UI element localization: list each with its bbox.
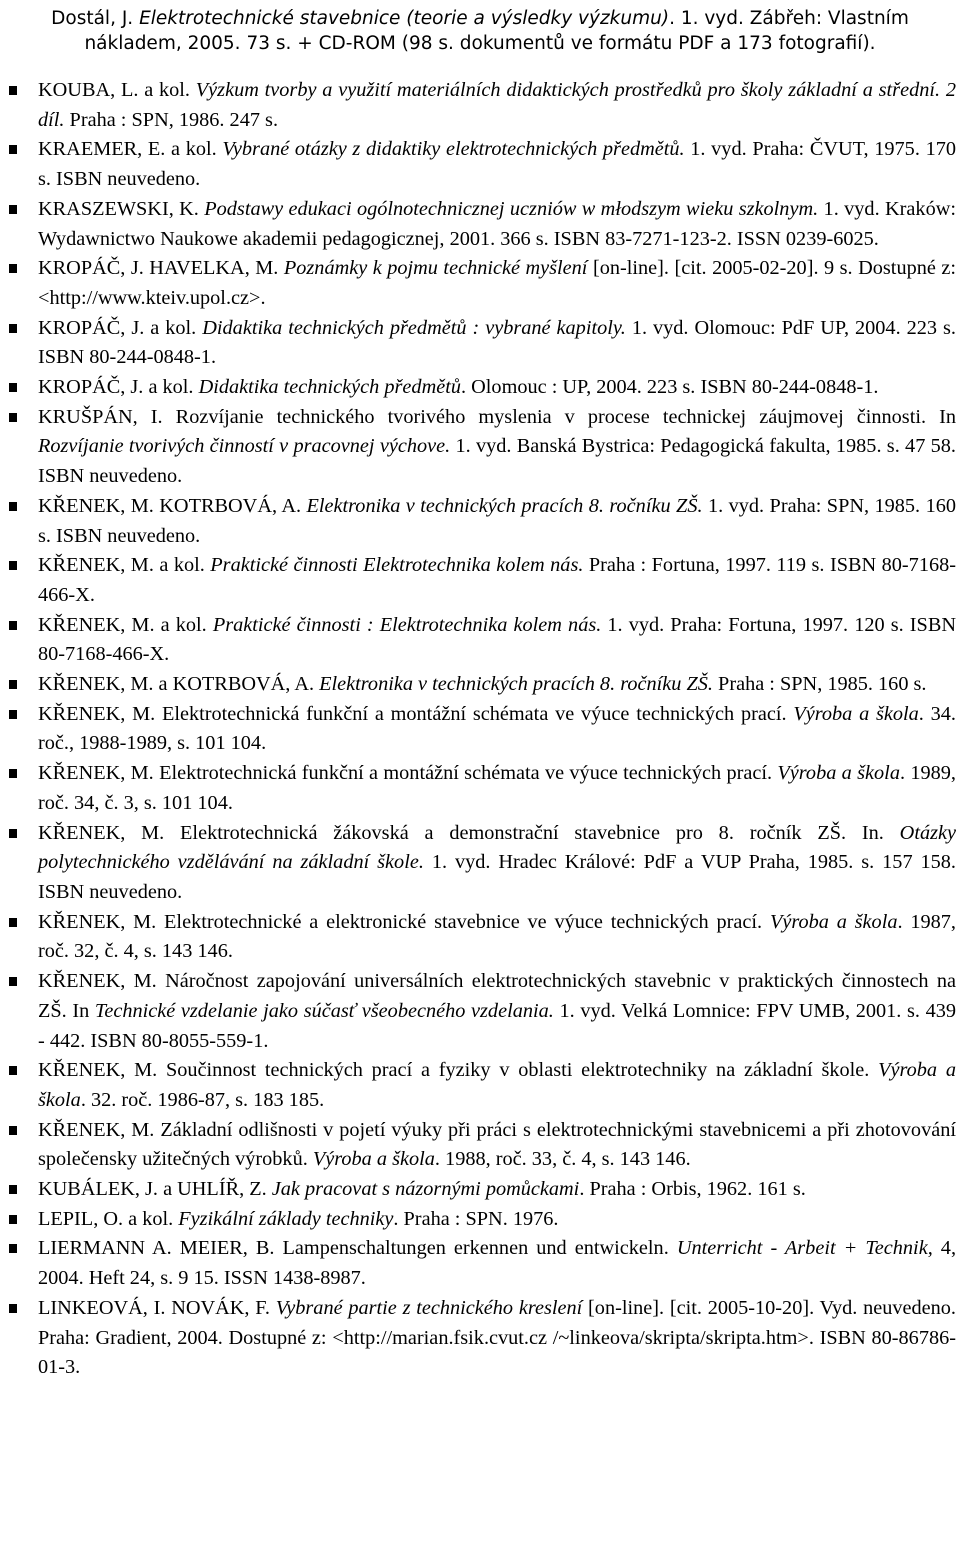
reference-text: [on-line]. [cit. 2005-10-20]. Vyd. neuvedeno. Praha: Gradient, 2004. Dostupné z: <http://marian.fsik.cvut.cz /~linkeova/skripta/skripta.htm>. ISBN 80-86786-01-3. (38, 1296, 956, 1379)
reference-item (38, 967, 956, 1056)
reference-text: . 1988, roč. 33, č. 4, s. 143 146. (434, 1148, 691, 1171)
square-bullet-icon (9, 1066, 17, 1075)
reference-text: KŘENEK, M. a kol. (38, 613, 213, 636)
header-details: . 1. vyd. Zábřeh: Vlastním nákladem, 2005. 73 s. + CD-ROM (98 s. dokumentů ve formátu PDF a 173 fotografií). (84, 8, 909, 54)
page-header (4, 0, 956, 56)
header-title: Elektrotechnické stavebnice (teorie a výsledky výzkumu) (139, 8, 670, 29)
reference-list (38, 76, 956, 1383)
reference-item (38, 1116, 956, 1175)
reference-text: Praha : SPN, 1986. 247 s. (64, 108, 279, 131)
reference-text: . 34. roč., 1988-1989, s. 101 104. (38, 702, 956, 755)
reference-text: 1. vyd. Olomouc: PdF UP, 2004. 223 s. ISBN 80-244-0848-1. (38, 316, 957, 369)
reference-item (38, 1056, 956, 1115)
reference-text: Praha : Fortuna, 1997. 119 s. ISBN 80-7168-466-X. (38, 554, 956, 606)
reference-title: Výroba a škola (312, 1148, 435, 1171)
square-bullet-icon (9, 680, 17, 689)
reference-text: . 32. roč. 1986-87, s. 183 185. (80, 1088, 325, 1111)
square-bullet-icon (9, 1215, 17, 1224)
reference-title: Poznámky k pojmu technické myšlení (283, 257, 588, 280)
square-bullet-icon (9, 769, 17, 778)
reference-title: Vybrané otázky z didaktiky elektrotechnických předmětů. (222, 138, 685, 161)
square-bullet-icon (9, 413, 17, 422)
reference-item (38, 1294, 956, 1383)
reference-title: Unterricht - Arbeit + Technik, (676, 1237, 933, 1260)
square-bullet-icon (9, 1126, 17, 1135)
reference-title: Elektronika v technických pracích 8. ročníku ZŠ. (306, 494, 703, 517)
reference-text: KRAEMER, E. a kol. (38, 138, 223, 161)
reference-text: KRUŠPÁN, I. Rozvíjanie technického tvorivého myslenia v procese technickej záujmovej činnosti. In (38, 405, 956, 428)
square-bullet-icon (9, 264, 17, 273)
reference-item (38, 819, 956, 908)
reference-text: 1. vyd. Kraków: Wydawnictwo Naukowe akademii pedagogicznej, 2001. 366 s. ISBN 83-7271-123-2. ISSN 0239-6025. (38, 197, 956, 250)
reference-text: [on-line]. [cit. 2005-02-20]. 9 s. Dostupné z: <http://www.kteiv.upol.cz>. (38, 257, 956, 309)
reference-text: 1. vyd. Praha: SPN, 1985. 160 s. ISBN neuvedeno. (38, 494, 956, 547)
square-bullet-icon (9, 145, 17, 154)
square-bullet-icon (9, 324, 17, 333)
square-bullet-icon (9, 1244, 17, 1253)
reference-title: Fyzikální základy techniky (178, 1207, 394, 1230)
square-bullet-icon (9, 829, 17, 838)
reference-text: . Praha : Orbis, 1962. 161 s. (579, 1178, 806, 1201)
reference-item (38, 1205, 956, 1235)
reference-title: Praktické činnosti : Elektrotechnika kolem nás. (212, 613, 602, 636)
reference-text: Praha : SPN, 1985. 160 s. (712, 673, 927, 696)
reference-text: KUBÁLEK, J. a UHLÍŘ, Z. (38, 1178, 272, 1201)
reference-item (38, 135, 956, 194)
reference-text: KŘENEK, M. Základní odlišnosti v pojetí výuky při práci s elektrotechnickými stavebnicemi a při zhotovování společensky užitečných výrobků. (38, 1118, 956, 1171)
reference-text: KŘENEK, M. Elektrotechnická žákovská a demonstrační stavebnice pro 8. ročník ZŠ. In. (38, 821, 900, 844)
reference-text: KŘENEK, M. KOTRBOVÁ, A. (38, 494, 307, 517)
reference-text: . 1987, roč. 32, č. 4, s. 143 146. (38, 910, 957, 963)
square-bullet-icon (9, 621, 17, 630)
reference-title: Výzkum tvorby a využití materiálních didaktických prostředků pro školy základní a střední. 2 díl. (38, 79, 956, 131)
reference-text: KRASZEWSKI, K. (38, 197, 205, 220)
header-author: Dostál, J. (51, 8, 140, 29)
reference-title: Výroba a škola (769, 910, 898, 933)
reference-text: KROPÁČ, J. HAVELKA, M. (38, 257, 284, 280)
reference-text: KŘENEK, M. a KOTRBOVÁ, A. (38, 673, 320, 696)
reference-title: Výroba a škola (793, 702, 919, 725)
square-bullet-icon (9, 205, 17, 214)
reference-text: KŘENEK, M. Elektrotechnická funkční a montážní schémata ve výuce technických prací. (38, 702, 794, 725)
reference-text: 1. vyd. Praha: Fortuna, 1997. 120 s. ISBN 80-7168-466-X. (38, 613, 956, 666)
reference-title: Didaktika technických předmětů (198, 376, 461, 399)
reference-text: KŘENEK, M. Součinnost technických prací a fyziky v oblasti elektrotechniky na základní škole. (38, 1059, 879, 1082)
reference-text: KŘENEK, M. Náročnost zapojování universálních elektrotechnických stavebnic v praktických činnostech na ZŠ. In (38, 970, 956, 1022)
reference-text: . 1989, roč. 34, č. 3, s. 101 104. (38, 762, 956, 814)
reference-title: Praktické činnosti Elektrotechnika kolem nás. (210, 554, 584, 577)
reference-item (38, 373, 956, 403)
reference-item (38, 611, 956, 670)
reference-item (38, 908, 956, 967)
reference-text: KŘENEK, M. Elektrotechnické a elektronické stavebnice ve výuce technických prací. (38, 910, 770, 933)
reference-item (38, 759, 956, 818)
reference-title: Technické vzdelanie jako súčasť všeobecného vzdelania. (94, 999, 554, 1022)
reference-title: Elektronika v technických pracích 8. ročníku ZŠ. (319, 673, 713, 696)
reference-item (38, 76, 956, 135)
reference-text: 1. vyd. Banská Bystrica: Pedagogická fakulta, 1985. s. 47 58. ISBN neuvedeno. (38, 435, 956, 488)
reference-item (38, 403, 956, 492)
reference-item (38, 492, 956, 551)
reference-title: Vybrané partie z technického kreslení (275, 1296, 583, 1319)
reference-title: Didaktika technických předmětů : vybrané kapitoly. (202, 316, 626, 339)
reference-item (38, 551, 956, 610)
reference-item (38, 1234, 956, 1293)
reference-text: 4, 2004. Heft 24, s. 9 15. ISSN 1438-8987. (38, 1237, 957, 1290)
reference-text: KOUBA, L. a kol. (38, 79, 196, 101)
square-bullet-icon (9, 86, 17, 95)
square-bullet-icon (9, 1185, 17, 1194)
reference-title: Jak pracovat s názornými pomůckami (271, 1178, 580, 1201)
reference-title: Výroba a škola (38, 1059, 956, 1111)
reference-text: KROPÁČ, J. a kol. (38, 376, 199, 399)
reference-text: 1. vyd. Praha: ČVUT, 1975. 170 s. ISBN neuvedeno. (38, 138, 956, 191)
square-bullet-icon (9, 710, 17, 719)
reference-text: LINKEOVÁ, I. NOVÁK, F. (38, 1296, 276, 1319)
reference-text: KŘENEK, M. Elektrotechnická funkční a montážní schémata ve výuce technických prací. (38, 762, 778, 785)
reference-text: 1. vyd. Velká Lomnice: FPV UMB, 2001. s. 439 - 442. ISBN 80-8055-559-1. (38, 999, 956, 1052)
reference-item (38, 254, 956, 313)
reference-item (38, 1175, 956, 1205)
reference-item (38, 314, 956, 373)
reference-title: Otázky polytechnického vzdělávání na základní škole. (38, 821, 956, 874)
reference-text: LEPIL, O. a kol. (38, 1207, 179, 1230)
square-bullet-icon (9, 383, 17, 392)
reference-title: Výroba a škola (777, 762, 900, 785)
reference-item (38, 670, 956, 700)
reference-text: . Olomouc : UP, 2004. 223 s. ISBN 80-244-0848-1. (461, 376, 879, 399)
reference-text: 1. vyd. Hradec Králové: PdF a VUP Praha, 1985. s. 157 158. ISBN neuvedeno. (38, 851, 956, 903)
square-bullet-icon (9, 977, 17, 986)
square-bullet-icon (9, 1304, 17, 1313)
reference-text: . Praha : SPN. 1976. (393, 1207, 559, 1230)
square-bullet-icon (9, 502, 17, 511)
reference-text: KŘENEK, M. a kol. (38, 554, 211, 577)
reference-title: Rozvíjanie tvorivých činností v pracovnej výchove. (38, 435, 451, 458)
reference-item (38, 195, 956, 254)
square-bullet-icon (9, 561, 17, 570)
reference-item (38, 700, 956, 759)
reference-title: Podstawy edukaci ogólnotechnicznej uczniów w młodszym wieku szkolnym. (204, 197, 819, 220)
square-bullet-icon (9, 918, 17, 927)
reference-text: KROPÁČ, J. a kol. (38, 316, 203, 339)
reference-text: LIERMANN A. MEIER, B. Lampenschaltungen erkennen und entwickeln. (38, 1237, 677, 1260)
